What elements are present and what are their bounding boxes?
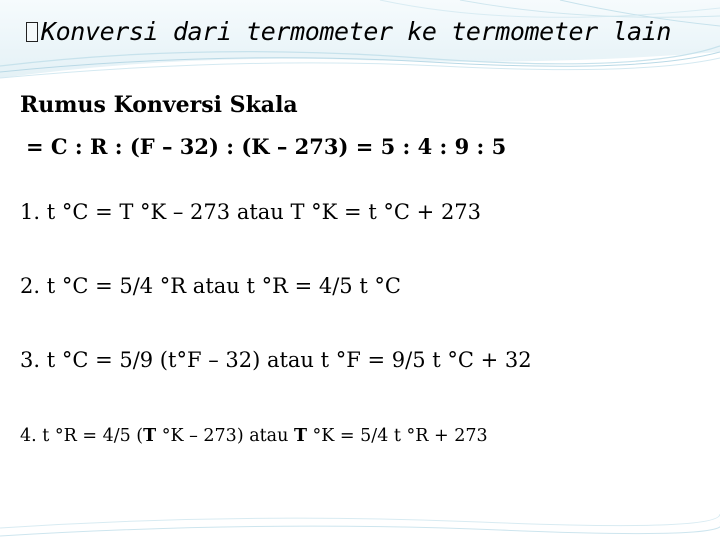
scale-ratio-formula: = C : R : (F – 32) : (K – 273) = 5 : 4 : 9 : 5: [26, 134, 507, 159]
item-4-part-2: T: [143, 426, 157, 446]
conversion-item-4: [20, 426, 488, 446]
conversion-item-3: 3. t °C = 5/9 (t°F – 32) atau t °F = 9/5 t °C + 32: [20, 348, 532, 372]
missing-glyph-icon: [26, 22, 38, 42]
item-4-part-5: °K = 5/4 t °R + 273: [306, 426, 488, 446]
formula-heading: Rumus Konversi Skala: [20, 92, 298, 118]
item-4-part-1: 4. t °R = 4/5 (: [20, 426, 144, 446]
item-4-part-3: °K – 273) atau: [156, 426, 294, 446]
conversion-item-1: 1. t °C = T °K – 273 atau T °K = t °C + 273: [20, 200, 482, 224]
slide-title: [26, 17, 706, 46]
slide-title-text: Konversi dari termometer ke termometer lain: [41, 17, 672, 46]
item-4-part-4: T: [293, 426, 307, 446]
conversion-item-2: 2. t °C = 5/4 °R atau t °R = 4/5 t °C: [20, 274, 402, 298]
